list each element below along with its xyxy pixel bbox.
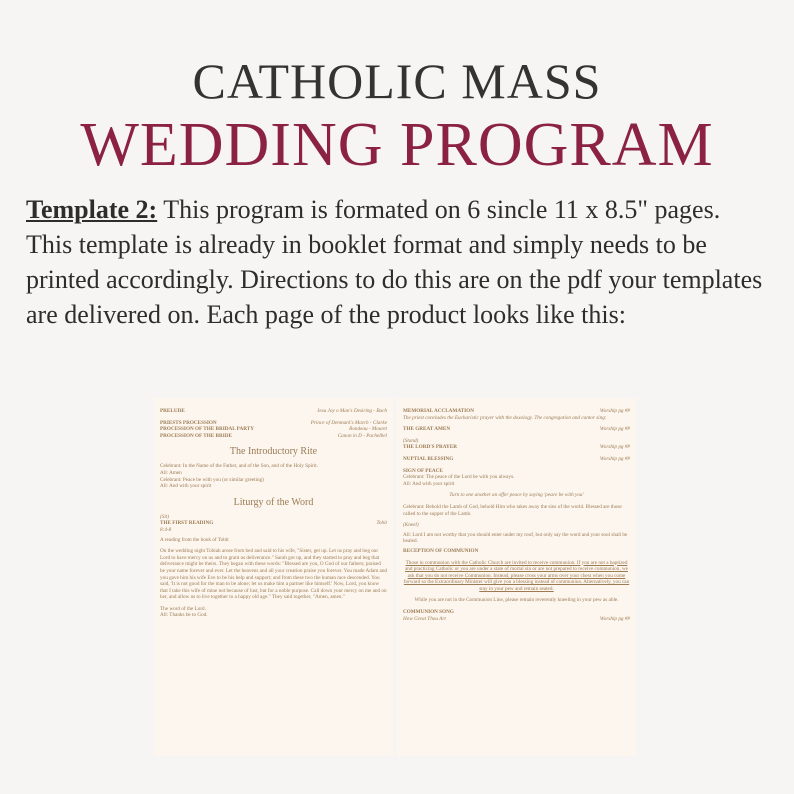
lord-not-worthy: All: Lord I am not worthy that you should enter under my roof, but only say the word and your soul shall be healed. <box>403 531 628 545</box>
nuptial-ref: Worship pg ## <box>599 455 630 462</box>
reading-intro: A reading from the book of Tobit <box>160 536 229 543</box>
kneel-note: (Kneel) <box>403 522 419 529</box>
priests-music: Prince of Denmark's March - Clarke <box>310 419 387 426</box>
first-reading-book: Tobit <box>376 520 387 527</box>
program-page-left <box>154 398 393 756</box>
sit-note: (Sit) <box>160 513 169 520</box>
stand-note: (Stand) <box>403 437 419 444</box>
intro-line: Celebrant: Peace be with you (or similar greeting) <box>160 476 264 483</box>
peace-line: Celebrant: The peace of the Lord be with you always. <box>403 474 515 481</box>
great-amen: THE GREAT AMEN <box>403 426 451 433</box>
intro-line: All: Amen <box>160 469 182 476</box>
template-label: Template 2: <box>26 195 158 224</box>
bridal-party-procession: PROCESSION OF THE BRIDAL PARTY <box>160 426 254 433</box>
reading-body: On the wedding night Tobiah arose from bed and said to his wife, "Sister, get up. Let us pray and beg our Lord to have mercy on us and to grant us deliverance." Sarah got up, and they started to pray and beg that deliverance might be theirs. They began with these words: "Blessed are you, O God of our fathers; praised be your name forever and ever. Let the heavens and all your creation praise you forever. You made Adam and you gave him his wife Eve to be his help and support; and from these two the human race descended. You said, 'It is not good for the man to be alone; let us make him a partner like himself.' Now, Lord, you know that I take this wife of mine not because of lust, but for a noble purpose. Call down your mercy on me and on her, and allow us to live together to a happy old age." They said together, "Amen, amen." <box>160 548 388 601</box>
reading-ref: 8:4-8 <box>160 526 172 533</box>
bride-procession: PROCESSION OF THE BRIDE <box>160 432 232 439</box>
peace-response: All: And with your spirit <box>403 480 455 487</box>
reading-response: All: Thanks be to God. <box>160 612 208 619</box>
program-page-right <box>397 398 636 756</box>
lords-prayer-ref: Worship pg ## <box>599 444 630 451</box>
prelude-music: Jesu Joy o Man's Desiring - Bach <box>317 408 387 414</box>
communion-song-title: How Great Thou Art <box>403 615 446 622</box>
description <box>26 192 771 332</box>
title-line-2: WEDDING PROGRAM <box>80 111 714 179</box>
bridal-party-music: Rondeau - Mouret <box>349 426 387 433</box>
communion-song-ref: Worship pg ## <box>599 615 630 622</box>
bride-music: Canon in D - Pachelbel <box>337 432 387 439</box>
intro-rite-heading: The Introductory Rite <box>229 446 318 458</box>
while-note: While you are not in the Communion Line, please remain reverently kneeling in your pew as able. <box>414 597 619 604</box>
title-line-1: CATHOLIC MASS <box>192 53 602 109</box>
intro-line: Celebrant: In the Name of the Father, and of the Son, and of the Holy Spirit. <box>160 463 318 470</box>
communion-song: COMMUNION SONG <box>403 609 454 616</box>
liturgy-heading: Liturgy of the Word <box>233 496 314 508</box>
priests-procession: PRIESTS PROCESSION <box>160 419 217 426</box>
lords-prayer: THE LORD'S PRAYER <box>403 444 457 451</box>
prelude: PRELUDE <box>160 408 185 414</box>
lamb-of-god: Celebrant: Behold the Lamb of God, behold Him who takes away the sins of the world. Blessed are those called to the supper of the Lamb. <box>403 503 622 517</box>
sign-of-peace: SIGN OF PEACE <box>403 467 443 474</box>
great-amen-ref: Worship pg ## <box>599 426 630 433</box>
reception-of-communion: RECEPTION OF COMMUNION <box>403 547 479 554</box>
communion-note: Those in communion with the Catholic Church are invited to receive communion. If you are not a baptized and practicing Catholic or you are under a state of mortal sin or are not prepared to receive communion, we ask that you do not receive Communion. Instead, please cross your arms over your chest when you come forward so the Extraordinary Minister will give you a blessing instead of communion. Alternatively, you can stay in your pew and remain seated. <box>403 559 630 592</box>
memorial-acclamation: MEMORIAL ACCLAMATION <box>403 408 474 414</box>
intro-line: All: And with your spirit <box>160 483 212 490</box>
nuptial-blessing: NUPTIAL BLESSING <box>403 455 454 462</box>
turn-note: Turn to one another an offer peace by saying 'peace be with you' <box>449 492 584 499</box>
memorial-ref: Worship pg ## <box>599 408 630 414</box>
reading-closing: The word of the Lord. <box>160 605 206 612</box>
first-reading: THE FIRST READING <box>160 520 214 527</box>
memorial-note: The priest concludes the Eucharistic prayer with the doxology. The congregation and cantor sing: <box>403 414 607 421</box>
description-text: This program is formated on 6 sincle 11 x 8.5" pages. This template is already in booklet format and simply needs to be printed accordingly. Directions to do this are on the pdf your templates are delivered on. Each page of the product looks like this: <box>26 195 763 329</box>
